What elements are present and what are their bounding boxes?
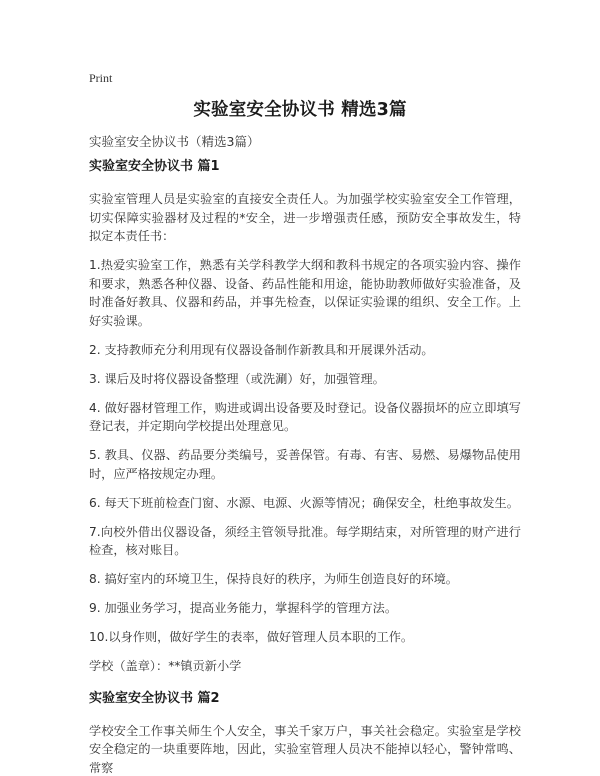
document-body: [89, 158, 521, 776]
paragraph: 学校安全工作事关师生个人安全，事关千家万户，事关社会稳定。实验室是学校安全稳定的一块重要阵地，因此，实验室管理人员决不能掉以轻心，警钟常鸣、常察: [89, 723, 521, 775]
page-subtitle: 实验室安全协议书（精选3篇）: [89, 134, 260, 149]
list-item: 9. 加强业务学习，提高业务能力，掌握科学的管理方法。: [89, 601, 398, 615]
list-item: 1.热爱实验室工作，熟悉有关学科教学大纲和教科书规定的各项实验内容、操作和要求，熟悉各种仪器、设备、药品性能和用途，能协助教师做好实验准备，及时准备好教具、仪器和药品，并事先检查，以保证实验课的组织、安全工作。上好实验课。: [89, 258, 521, 328]
list-item: 10.以身作则，做好学生的表率，做好管理人员本职的工作。: [89, 630, 414, 644]
school-stamp-line: 学校（盖章）：**镇贡新小学: [89, 659, 242, 673]
list-item: 4. 做好器材管理工作，购进或调出设备要及时登记。设备仪器损坏的应立即填写登记表，并定期向学校提出处理意见。: [89, 400, 521, 433]
list-item: 6. 每天下班前检查门窗、水源、电源、火源等情况；确保安全，杜绝事故发生。: [89, 495, 519, 510]
list-item: 8. 搞好室内的环境卫生，保持良好的秩序，为师生创造良好的环境。: [89, 572, 458, 586]
paragraph: 实验室管理人员是实验室的直接安全责任人。为加强学校实验室安全工作管理，切实保障实验器材及过程的*安全，进一步增强责任感，预防安全事故发生，特拟定本责任书：: [89, 192, 521, 243]
list-item: 5. 教具、仪器、药品要分类编号，妥善保管。有毒、有害、易燃、易爆物品使用时，应严格按规定办理。: [89, 448, 521, 481]
list-item: 7.向校外借出仪器设备，须经主管领导批准。每学期结束，对所管理的财产进行检查，核对账目。: [89, 524, 521, 557]
section-heading: 实验室安全协议书 篇1: [89, 159, 220, 174]
section-heading: 实验室安全协议书 篇2: [89, 690, 220, 706]
print-label[interactable]: Print: [89, 71, 113, 85]
list-item: 2. 支持教师充分利用现有仪器设备制作新教具和开展课外活动。: [89, 342, 434, 357]
list-item: 3. 课后及时将仪器设备整理（或洗涮）好，加强管理。: [89, 371, 385, 386]
page-title: 实验室安全协议书 精选3篇: [193, 100, 407, 120]
